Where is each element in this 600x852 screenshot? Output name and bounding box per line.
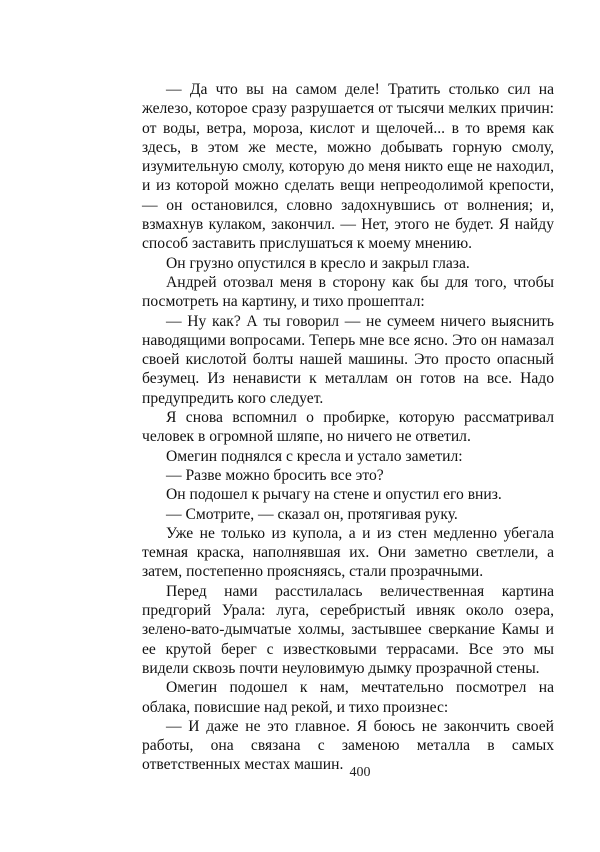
paragraph: — И даже не это главное. Я боюсь не закончить своей работы, она связана с заменою металла в самых ответственных местах машин.: [142, 717, 554, 774]
paragraph: Перед нами расстилалась величественная картина предгорий Урала: луга, серебристый ивняк около озера, зелено-вато-дымчатые холмы, застывшее сверкание Камы и ее крутой берег с известковыми террасами. Все это мы видели сквозь почти неуловимую дымку прозрачной стены.: [142, 582, 554, 677]
paragraph: Андрей отозвал меня в сторону как бы для того, чтобы посмотреть на картину, и тихо прошептал:: [142, 273, 554, 311]
paragraph: — Ну как? А ты говорил — не сумеем ничего выяснить наводящими вопросами. Теперь мне все ясно. Это он намазал своей кислотой болты нашей машины. Это просто опасный безумец. Из ненависти к металлам он готов на все. Надо предупредить кого следует.: [142, 312, 554, 407]
paragraph: — Да что вы на самом деле! Тратить столько сил на железо, которое сразу разрушается от тысячи мелких причин: от воды, ветра, мороза, кислот и щелочей... в то время как здесь, в этом же месте, можно добывать горную смолу, изумительную смолу, которую до меня никто еще не находил, и из которой можно сделать вещи непреодолимой крепости, — он остановился, словно задохнувшись от волнения; и, взмахнув кулаком, закончил. — Нет, этого не будет. Я найду способ заставить прислушаться к моему мнению.: [142, 81, 554, 253]
paragraph: Он подошел к рычагу на стене и опустил его вниз.: [166, 486, 502, 504]
paragraph: — Смотрите, — сказал он, протягивая руку.: [166, 505, 458, 523]
paragraph: — Разве можно бросить все это?: [166, 466, 384, 484]
paragraph: Омегин подошел к нам, мечтательно посмотрел на облака, повисшие над рекой, и тихо произнес:: [142, 679, 554, 716]
paragraph: Омегин поднялся с кресла и устало заметил:: [166, 447, 463, 465]
body-text: [142, 80, 554, 775]
paragraph: Я снова вспомнил о пробирке, которую рассматривал человек в огромной шляпе, но ничего не ответил.: [142, 409, 554, 446]
paragraph: Уже не только из купола, а и из стен медленно убегала темная краска, наполнявшая их. Они заметно светлели, а затем, постепенно проясняясь, стали прозрачными.: [142, 524, 554, 581]
paragraph: Он грузно опустился в кресло и закрыл глаза.: [166, 254, 470, 272]
page-number: 400: [349, 765, 371, 780]
